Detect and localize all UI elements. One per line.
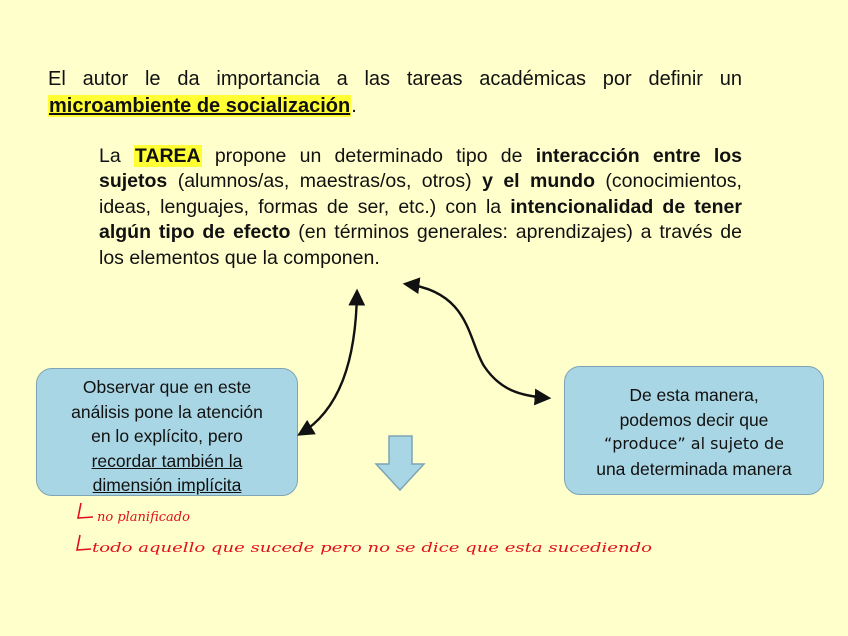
intro-text-after: .	[351, 95, 357, 117]
para-segment: (conocimientos, ideas, lenguajes, formas de ser, etc.) con la	[99, 170, 742, 218]
left-box-underlined-line: dimensión implícita	[92, 475, 242, 495]
para-segment: (alumnos/as, maestras/os, otros)	[167, 170, 483, 193]
left-box-line: Observar que en este	[82, 377, 252, 397]
right-box-line: De esta manera,	[629, 385, 759, 405]
down-arrow-icon	[376, 436, 424, 490]
right-box-line: podemos decir que	[619, 409, 769, 430]
left-box-underlined-line: recordar también la	[91, 450, 243, 471]
handwritten-bracket-icon	[78, 503, 93, 518]
left-box-line: en lo explícito, pero	[91, 426, 243, 446]
handwritten-note-2: todo aquello que sucede pero no se dice que esta sucediendo	[92, 541, 653, 556]
right-box-line: “produce” al sujeto de	[603, 434, 785, 453]
tarea-highlight: TAREA	[134, 145, 201, 167]
handwritten-note-1: no planificado	[97, 510, 190, 525]
right-box-line: una determinada manera	[596, 458, 792, 479]
para-segment: La	[99, 145, 134, 167]
para-bold: y el mundo	[482, 170, 595, 193]
intro-highlight: microambiente de socialización	[49, 95, 351, 117]
para-bold: intencionalidad de tener algún tipo de efecto	[99, 195, 742, 244]
left-box-line: análisis pone la atención	[71, 401, 263, 422]
para-segment: (en términos generales: aprendizajes) a través de los elementos que la componen.	[99, 221, 742, 269]
para-segment: propone un determinado tipo de	[201, 145, 536, 167]
arrow-to-paragraph-icon	[300, 292, 357, 434]
arrow-to-right-box-icon	[406, 284, 548, 398]
intro-text-before: El autor le da importancia a las tareas académicas por definir un	[48, 68, 742, 90]
para-bold: interacción entre los sujetos	[99, 145, 742, 193]
handwritten-l-icon	[77, 535, 91, 550]
